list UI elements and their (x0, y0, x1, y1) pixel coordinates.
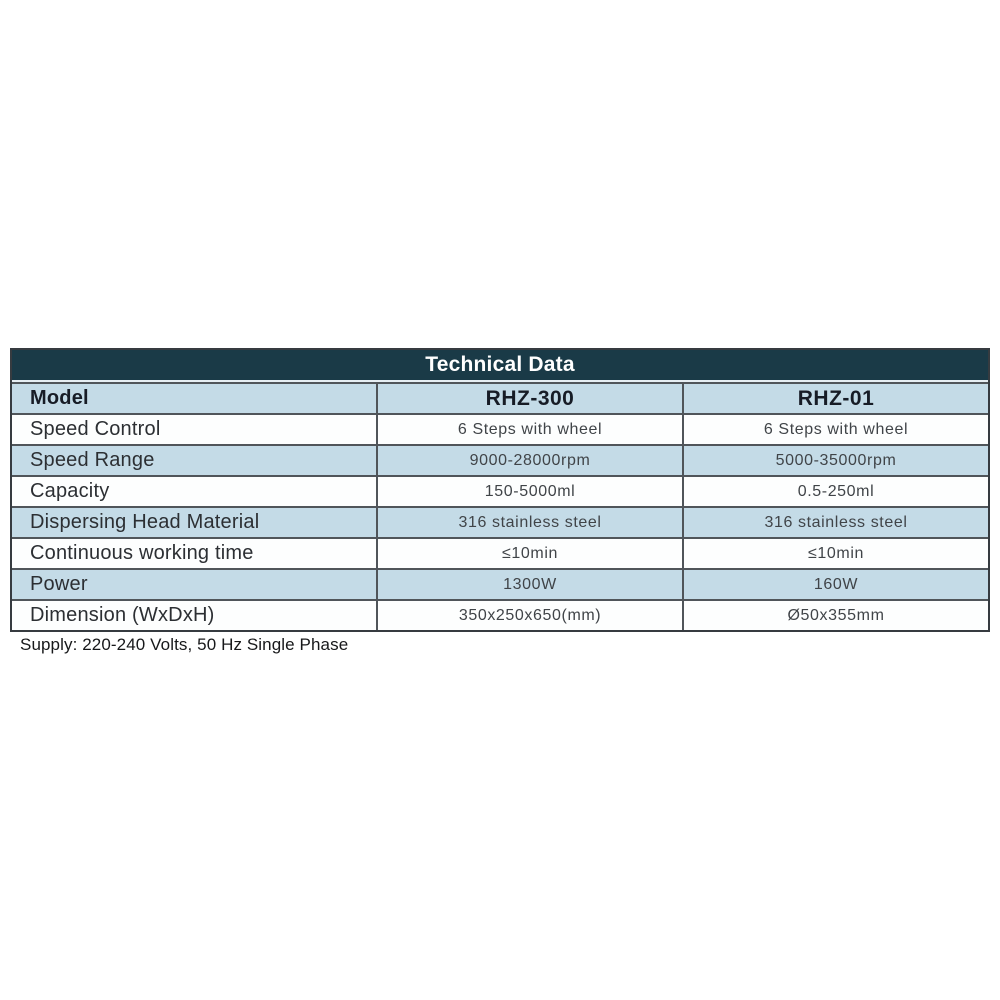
table-title: Technical Data (12, 350, 988, 382)
row-label: Dispersing Head Material (12, 506, 376, 537)
table-row-power (12, 568, 988, 599)
cell-rhz300-value: 316 stainless steel (376, 506, 682, 537)
row-label: Capacity (12, 475, 376, 506)
cell-rhz01-value: 316 stainless steel (682, 506, 988, 537)
table-row-continuous-working-time (12, 537, 988, 568)
cell-rhz01-value: Ø50x355mm (682, 599, 988, 630)
column-header-rhz300: RHZ-300 (376, 382, 682, 413)
cell-rhz01-value: 5000-35000rpm (682, 444, 988, 475)
table-row-dimension (12, 599, 988, 630)
row-label: Continuous working time (12, 537, 376, 568)
supply-footnote: Supply: 220-240 Volts, 50 Hz Single Phase (20, 635, 349, 654)
column-header-rhz01: RHZ-01 (682, 382, 988, 413)
cell-rhz300-value: 150-5000ml (376, 475, 682, 506)
cell-rhz01-value: ≤10min (682, 537, 988, 568)
technical-data-table (10, 348, 990, 632)
row-label: Speed Control (12, 413, 376, 444)
cell-rhz300-value: 9000-28000rpm (376, 444, 682, 475)
cell-rhz300-value: ≤10min (376, 537, 682, 568)
cell-rhz01-value: 160W (682, 568, 988, 599)
column-header-model: Model (12, 382, 376, 413)
table-row-capacity (12, 475, 988, 506)
cell-rhz01-value: 6 Steps with wheel (682, 413, 988, 444)
cell-rhz300-value: 6 Steps with wheel (376, 413, 682, 444)
cell-rhz300-value: 350x250x650(mm) (376, 599, 682, 630)
table-row-speed-control (12, 413, 988, 444)
row-label: Speed Range (12, 444, 376, 475)
cell-rhz01-value: 0.5-250ml (682, 475, 988, 506)
row-label: Dimension (WxDxH) (12, 599, 376, 630)
cell-rhz300-value: 1300W (376, 568, 682, 599)
table-row-speed-range (12, 444, 988, 475)
table-header-row (12, 382, 988, 413)
row-label: Power (12, 568, 376, 599)
table-row-dispersing-head-material (12, 506, 988, 537)
